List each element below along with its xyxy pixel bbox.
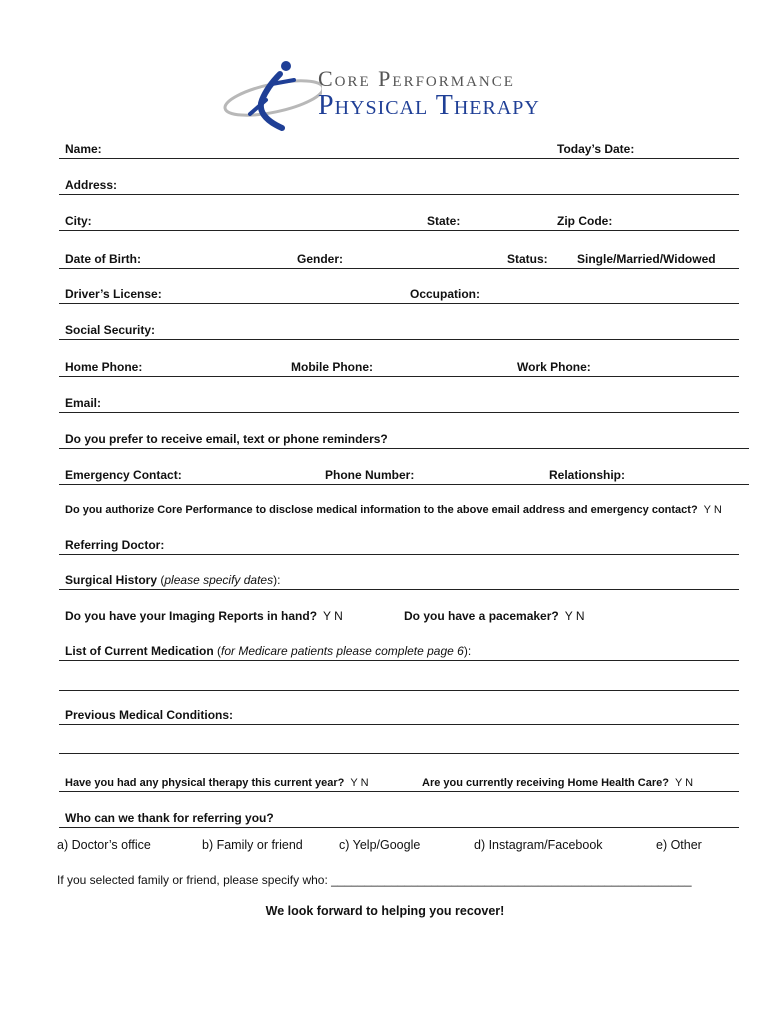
email-row[interactable] (59, 394, 739, 413)
address-row[interactable] (59, 176, 739, 195)
pt-this-year-question (65, 777, 369, 789)
imaging-question-text: Do you have your Imaging Reports in hand? (65, 609, 318, 623)
mobile-phone-label: Mobile Phone: (291, 360, 373, 374)
referral-option-instagram[interactable]: d) Instagram/Facebook (474, 838, 603, 852)
family-specify-line[interactable]: If you selected family or friend, please specify who: ______________________________________________________ (57, 873, 692, 887)
logo (222, 56, 572, 134)
dob-label: Date of Birth: (65, 252, 141, 266)
conditions-extra-line[interactable] (59, 753, 739, 754)
ssn-row[interactable] (59, 321, 739, 340)
medication-extra-line[interactable] (59, 690, 739, 691)
imaging-question (65, 609, 343, 623)
occupation-label: Occupation: (410, 287, 481, 301)
city-label: City: (65, 214, 92, 228)
phone-row[interactable] (59, 358, 739, 377)
name-label: Name: (65, 142, 102, 156)
status-label: Status: (507, 252, 548, 266)
surgical-history-text: Surgical History (65, 573, 158, 587)
imaging-yes-no[interactable]: Y N (323, 609, 343, 623)
reminders-question: Do you prefer to receive email, text or phone reminders? (65, 432, 388, 446)
name-row[interactable] (59, 140, 739, 159)
referral-option-yelp[interactable]: c) Yelp/Google (339, 838, 421, 852)
pt-history-row[interactable] (59, 773, 739, 792)
social-security-label: Social Security: (65, 323, 156, 337)
work-phone-label: Work Phone: (517, 360, 591, 374)
surgical-history-label: Surgical History (please specify dates): (65, 573, 281, 587)
referral-row (59, 809, 739, 828)
phone-number-label: Phone Number: (325, 468, 415, 482)
dob-row[interactable] (59, 250, 739, 269)
referring-doctor-row[interactable] (59, 536, 739, 555)
gender-label: Gender: (297, 252, 344, 266)
emergency-row[interactable] (59, 466, 749, 485)
zip-label: Zip Code: (557, 214, 613, 228)
emergency-contact-label: Emergency Contact: (65, 468, 182, 482)
running-figure-swoosh-icon (222, 56, 322, 134)
authorize-question-text: Do you authorize Core Performance to disclose medical information to the above email address and emergency contact? (65, 504, 698, 516)
drivers-license-label: Driver’s License: (65, 287, 162, 301)
authorize-yes-no[interactable]: Y N (703, 504, 722, 516)
referral-option-family[interactable]: b) Family or friend (202, 838, 303, 852)
surgical-history-note: please specify dates (164, 573, 274, 587)
address-label: Address: (65, 178, 118, 192)
relationship-label: Relationship: (549, 468, 626, 482)
license-row[interactable] (59, 285, 739, 304)
pacemaker-yes-no[interactable]: Y N (564, 609, 585, 623)
status-options[interactable]: Single/Married/Widowed (577, 252, 716, 266)
home-phone-label: Home Phone: (65, 360, 143, 374)
medication-note: for Medicare patients please complete page 6 (221, 644, 464, 658)
home-health-question (422, 777, 693, 789)
referral-option-other[interactable]: e) Other (656, 838, 702, 852)
previous-conditions-row[interactable] (59, 706, 739, 725)
imaging-row[interactable] (59, 607, 739, 625)
pt-this-year-yes-no[interactable]: Y N (350, 777, 369, 789)
referral-question: Who can we thank for referring you? (65, 811, 274, 825)
pacemaker-question (404, 609, 585, 623)
brand-line-2: Physical Therapy (318, 90, 540, 121)
email-label: Email: (65, 396, 102, 410)
brand-line-1: Core Performance (318, 66, 515, 91)
closing-message: We look forward to helping you recover! (265, 904, 505, 918)
authorize-question (65, 504, 722, 516)
surgical-history-row[interactable] (59, 571, 739, 590)
pacemaker-question-text: Do you have a pacemaker? (404, 609, 559, 623)
authorize-row[interactable] (59, 500, 739, 518)
todays-date-label: Today’s Date: (557, 142, 635, 156)
pt-this-year-text: Have you had any physical therapy this current year? (65, 777, 345, 789)
medication-text: List of Current Medication (65, 644, 214, 658)
referring-doctor-label: Referring Doctor: (65, 538, 165, 552)
state-label: State: (427, 214, 461, 228)
city-row[interactable] (59, 212, 739, 231)
previous-conditions-label: Previous Medical Conditions: (65, 708, 234, 722)
medication-row[interactable] (59, 642, 739, 661)
medication-label: List of Current Medication (for Medicare patients please complete page 6): (65, 644, 472, 658)
referral-option-doctor[interactable]: a) Doctor’s office (57, 838, 151, 852)
reminders-row[interactable] (59, 430, 749, 449)
home-health-text: Are you currently receiving Home Health Care? (422, 777, 669, 789)
home-health-yes-no[interactable]: Y N (674, 777, 694, 789)
